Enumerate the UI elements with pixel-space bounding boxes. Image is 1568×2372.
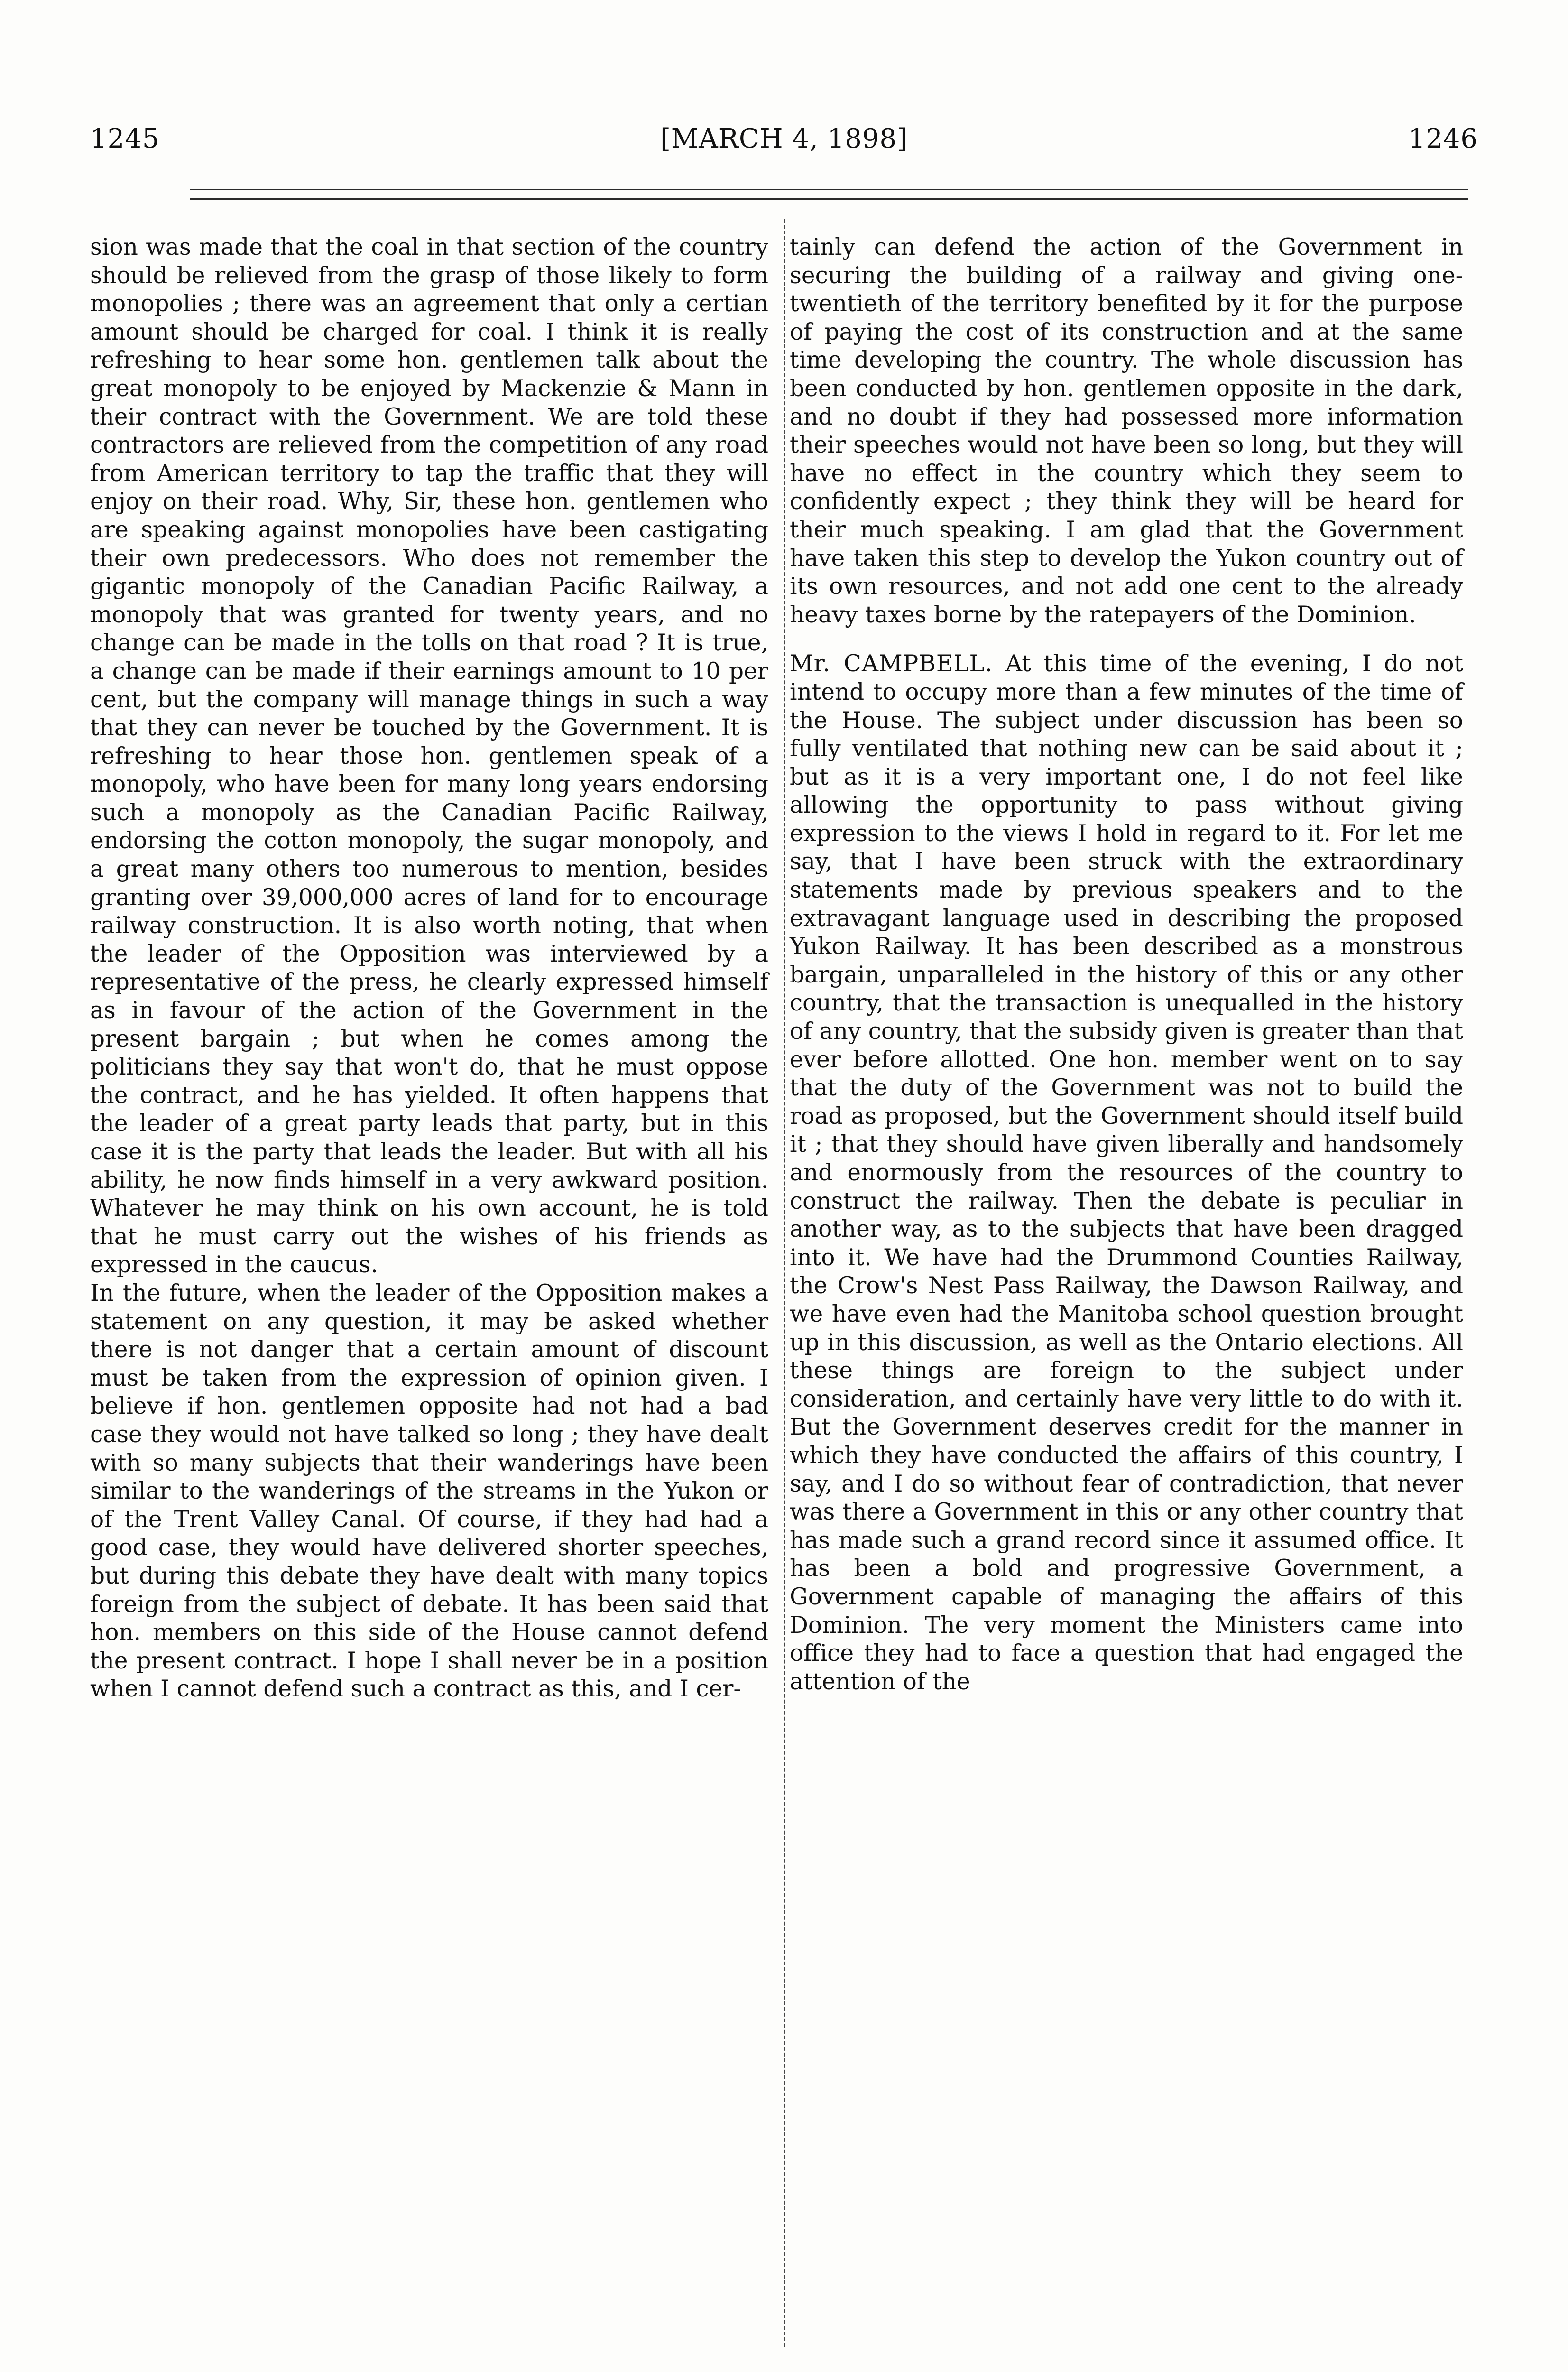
left-paragraph-2: In the future, when the leader of the Opposition makes a statement on any question, it may be asked whether there is not danger that a certain amount of discount must be taken from the expression of opinion given. I believe if hon. gentlemen opposite had not had a bad case they would not have talked so long ; they have dealt with so many subjects that their wanderings have been similar to the wanderings of the streams in the Yukon or of the Trent Valley Canal. Of course, if they had had a good case, they would have delivered shorter speeches, but during this debate they have dealt with many topics foreign from the subject of debate. It has been said that hon. members on this side of the House cannot defend the present contract. I hope I shall never be in a position when I cannot defend such a contract as this, and I cer- <box>90 1279 768 1703</box>
page-number-right: 1246 <box>1408 123 1478 154</box>
right-column <box>790 233 1463 1696</box>
right-paragraph-1: tainly can defend the action of the Government in securing the building of a railway and giving one-twentieth of the territory benefited by it for the purpose of paying the cost of its construction and at the same time developing the country. The whole discussion has been conducted by hon. gentlemen opposite in the dark, and no doubt if they had possessed more information their speeches would not have been so long, but they will have no effect in the country which they seem to confidently expect ; they think they will be heard for their much speaking. I am glad that the Government have taken this step to develop the Yukon country out of its own resources, and not add one cent to the already heavy taxes borne by the ratepayers of the Dominion. <box>790 234 1463 628</box>
speaker-name: Mr. CAMPBELL. <box>790 650 993 677</box>
page-date-title: [MARCH 4, 1898] <box>660 123 908 154</box>
speech-paragraph <box>790 650 1463 1696</box>
header-rule-bottom <box>190 198 1468 200</box>
column-separator <box>784 219 785 2347</box>
header-rule-top <box>190 189 1468 190</box>
left-paragraph-1: sion was made that the coal in that section of the country should be relieved from the grasp of those likely to form monopolies ; there was an agreement that only a certian amount should be charged for coal. I think it is really refreshing to hear some hon. gentlemen talk about the great monopoly to be enjoyed by Mackenzie & Mann in their contract with the Government. We are told these contractors are relieved from the competition of any road from American territory to tap the traffic that they will enjoy on their road. Why, Sir, these hon. gentlemen who are speaking against monopolies have been castigating their own predecessors. Who does not remember the gigantic monopoly of the Canadian Pacific Railway, a monopoly that was granted for twenty years, and no change can be made in the tolls on that road ? It is true, a change can be made if their earnings amount to 10 per cent, but the company will manage things in such a way that they can never be touched by the Government. It is refreshing to hear those hon. gentlemen speak of a monopoly, who have been for many long years endorsing such a monopoly as the Canadian Pacific Railway, endorsing the cotton monopoly, the sugar monopoly, and a great many others too numerous to mention, besides granting over 39,000,000 acres of land for to encourage railway construction. It is also worth noting, that when the leader of the Opposition was interviewed by a representative of the press, he clearly expressed himself as in favour of the action of the Government in the present bargain ; but when he comes among the politicians they say that won't do, that he must oppose the contract, and he has yielded. It often happens that the leader of a great party leads that party, but in this case it is the party that leads the leader. But with all his ability, he now finds himself in a very awkward position. Whatever he may think on his own account, he is told that he must carry out the wishes of his friends as expressed in the caucus. <box>90 234 768 1279</box>
page-header <box>90 118 1478 160</box>
left-column <box>90 233 768 1704</box>
page-number-left: 1245 <box>90 123 160 154</box>
speech-text: At this time of the evening, I do not intend to occupy more than a few minutes of the time of the House. The subject under discussion has been so fully ventilated that nothing new can be said about it ; but as it is a very important one, I do not feel like allowing the opportunity to pass without giving expression to the views I hold in regard to it. For let me say, that I have been struck with the extraordinary statements made by previous speakers and to the extravagant language used in describing the proposed Yukon Railway. It has been described as a monstrous bargain, unparalleled in the history of this or any other country, that the transaction is unequalled in the history of any country, that the subsidy given is greater than that ever before allotted. One hon. member went on to say that the duty of the Government was not to build the road as proposed, but the Government should itself build it ; that they should have given liberally and handsomely and enormously from the resources of the country to construct the railway. Then the debate is peculiar in another way, as to the subjects that have been dragged into it. We have had the Drummond Counties Railway, the Crow's Nest Pass Railway, the Dawson Railway, and we have even had the Manitoba school question brought up in this discussion, as well as the Ontario elections. All these things are foreign to the subject under consideration, and certainly have very little to do with it. But the Government deserves credit for the manner in which they have conducted the affairs of this country, I say, and I do so without fear of contradiction, that never was there a Government in this or any other country that has made such a grand record since it assumed office. It has been a bold and progressive Government, a Government capable of managing the affairs of this Dominion. The very moment the Ministers came into office they had to face a question that had engaged the attention of the <box>790 650 1464 1695</box>
